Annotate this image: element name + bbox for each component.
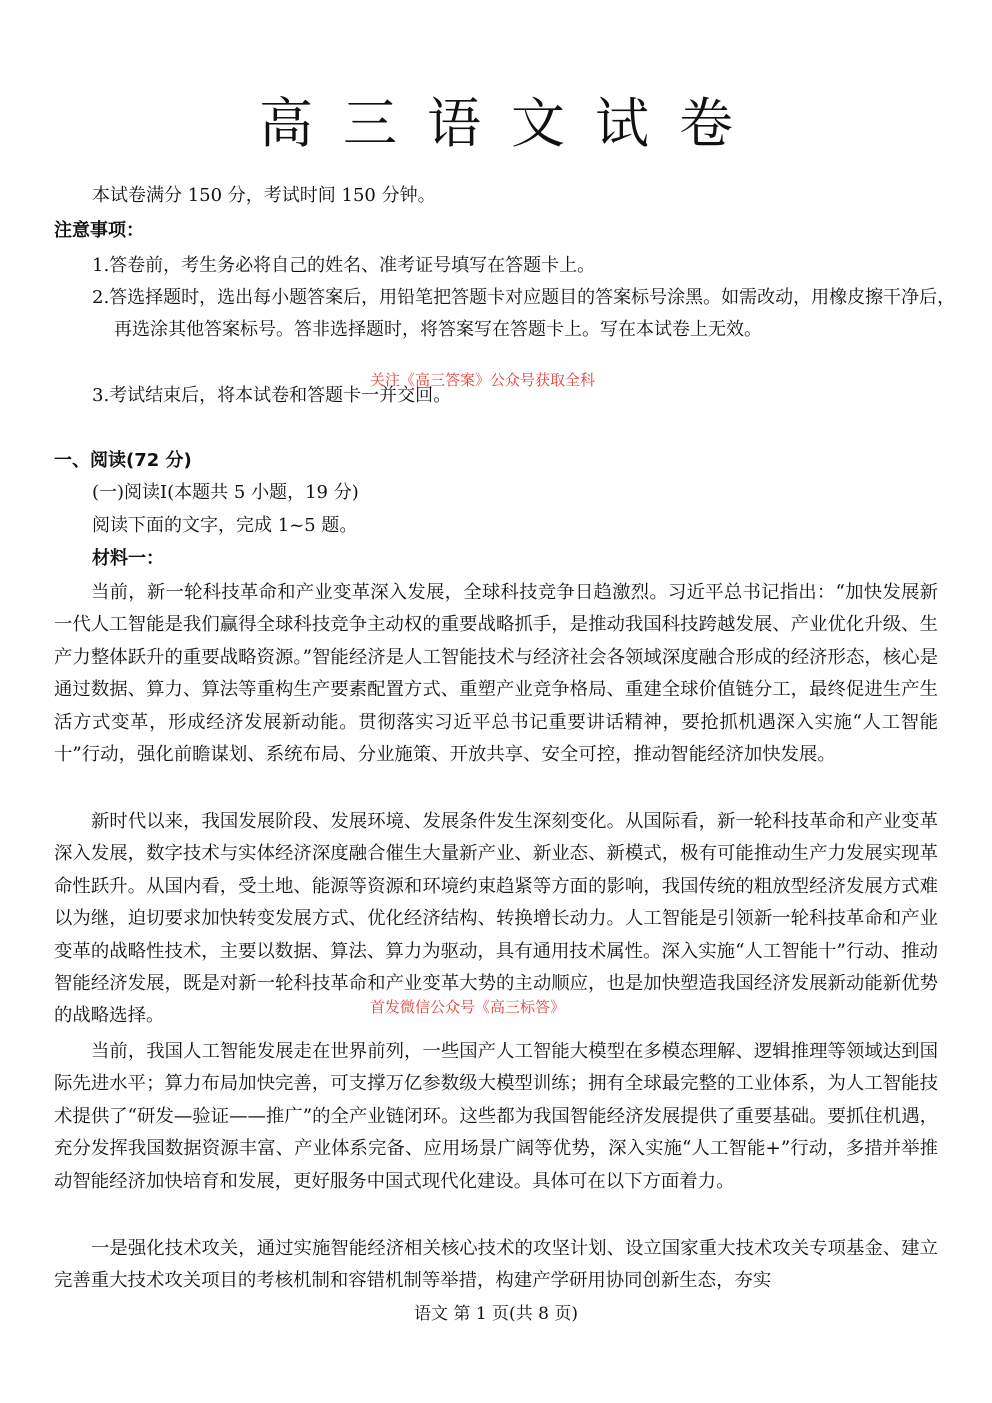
- notice-heading: 注意事项：: [54, 220, 144, 241]
- material-label: 材料一：: [92, 548, 164, 569]
- watermark-top: 关注《高三答案》公众号获取全科: [370, 371, 596, 389]
- paragraph-4: 一是强化技术攻关，通过实施智能经济相关核心技术的攻坚计划、设立国家重大技术攻关专项基金、建立完善重大技术攻关项目的考核机制和容错机制等举措，构建产学研用协同创新生态，夯实: [54, 1238, 938, 1292]
- notice-item-2: 2.答选择题时，选出每小题答案后，用铅笔把答题卡对应题目的答案标号涂黑。如需改动，用橡皮擦干净后，再选涂其他答案标号。答非选择题时，将答案写在答题卡上。写在本试卷上无效。: [92, 287, 956, 340]
- exam-intro: 本试卷满分 150 分，考试时间 150 分钟。: [92, 185, 436, 206]
- paragraph-3: 当前，我国人工智能发展走在世界前列，一些国产人工智能大模型在多模态理解、逻辑推理等领域达到国际先进水平；算力布局加快完善，可支撑万亿参数级大模型训练；拥有全球最完整的工业体系，为人工智能技术提供了“研发—验证——推广”的全产业链闭环。这些都为我国智能经济发展提供了重要基础。要抓住机遇，充分发挥我国数据资源丰富、产业体系完备、应用场景广阔等优势，深入实施“人工智能+”行动，多措并举推动智能经济加快培育和发展，更好服务中国式现代化建设。具体可在以下方面着力。: [54, 1041, 938, 1192]
- section-heading: 一、阅读(72 分): [54, 450, 192, 471]
- sub-section-heading: (一)阅读Ⅰ(本题共 5 小题，19 分): [92, 482, 359, 503]
- paragraph-1: 当前，新一轮科技革命和产业变革深入发展，全球科技竞争日趋激烈。习近平总书记指出：“加快发展新一代人工智能是我们赢得全球科技竞争主动权的重要战略抓手，是推动我国科技跨越发展、产业优化升级、生产力整体跃升的重要战略资源。”智能经济是人工智能技术与经济社会各领域深度融合形成的经济形态，核心是通过数据、算力、算法等重构生产要素配置方式、重塑产业竞争格局、重建全球价值链分工，最终促进生产生活方式变革，形成经济发展新动能。贯彻落实习近平总书记重要讲话精神，要抢抓机遇深入实施“人工智能十”行动，强化前瞻谋划、系统布局、分业施策、开放共享、安全可控，推动智能经济加快发展。: [54, 582, 938, 766]
- page-footer: 语文 第 1 页(共 8 页): [414, 1304, 578, 1324]
- notice-item-3: 3.考试结束后，将本试卷和答题卡一并交回。: [92, 385, 452, 406]
- reading-instruction: 阅读下面的文字，完成 1~5 题。: [92, 515, 358, 536]
- page-title: 高三语文试卷: [259, 92, 763, 155]
- notice-item-1: 1.答卷前，考生务必将自己的姓名、准考证号填写在答题卡上。: [92, 255, 596, 276]
- watermark-middle: 首发微信公众号《高三标答》: [370, 998, 566, 1016]
- paragraph-2: 新时代以来，我国发展阶段、发展环境、发展条件发生深刻变化。从国际看，新一轮科技革命和产业变革深入发展，数字技术与实体经济深度融合催生大量新产业、新业态、新模式，极有可能推动生产力发展实现革命性跃升。从国内看，受土地、能源等资源和环境约束趋紧等方面的影响，我国传统的粗放型经济发展方式难以为继，迫切要求加快转变发展方式、优化经济结构、转换增长动力。人工智能是引领新一轮科技革命和产业变革的战略性技术，主要以数据、算法、算力为驱动，具有通用技术属性。深入实施“人工智能十”行动、推动智能经济发展，既是对新一轮科技革命和产业变革大势的主动顺应，也是加快塑造我国经济发展新动能新优势的战略选择。: [54, 811, 938, 1027]
